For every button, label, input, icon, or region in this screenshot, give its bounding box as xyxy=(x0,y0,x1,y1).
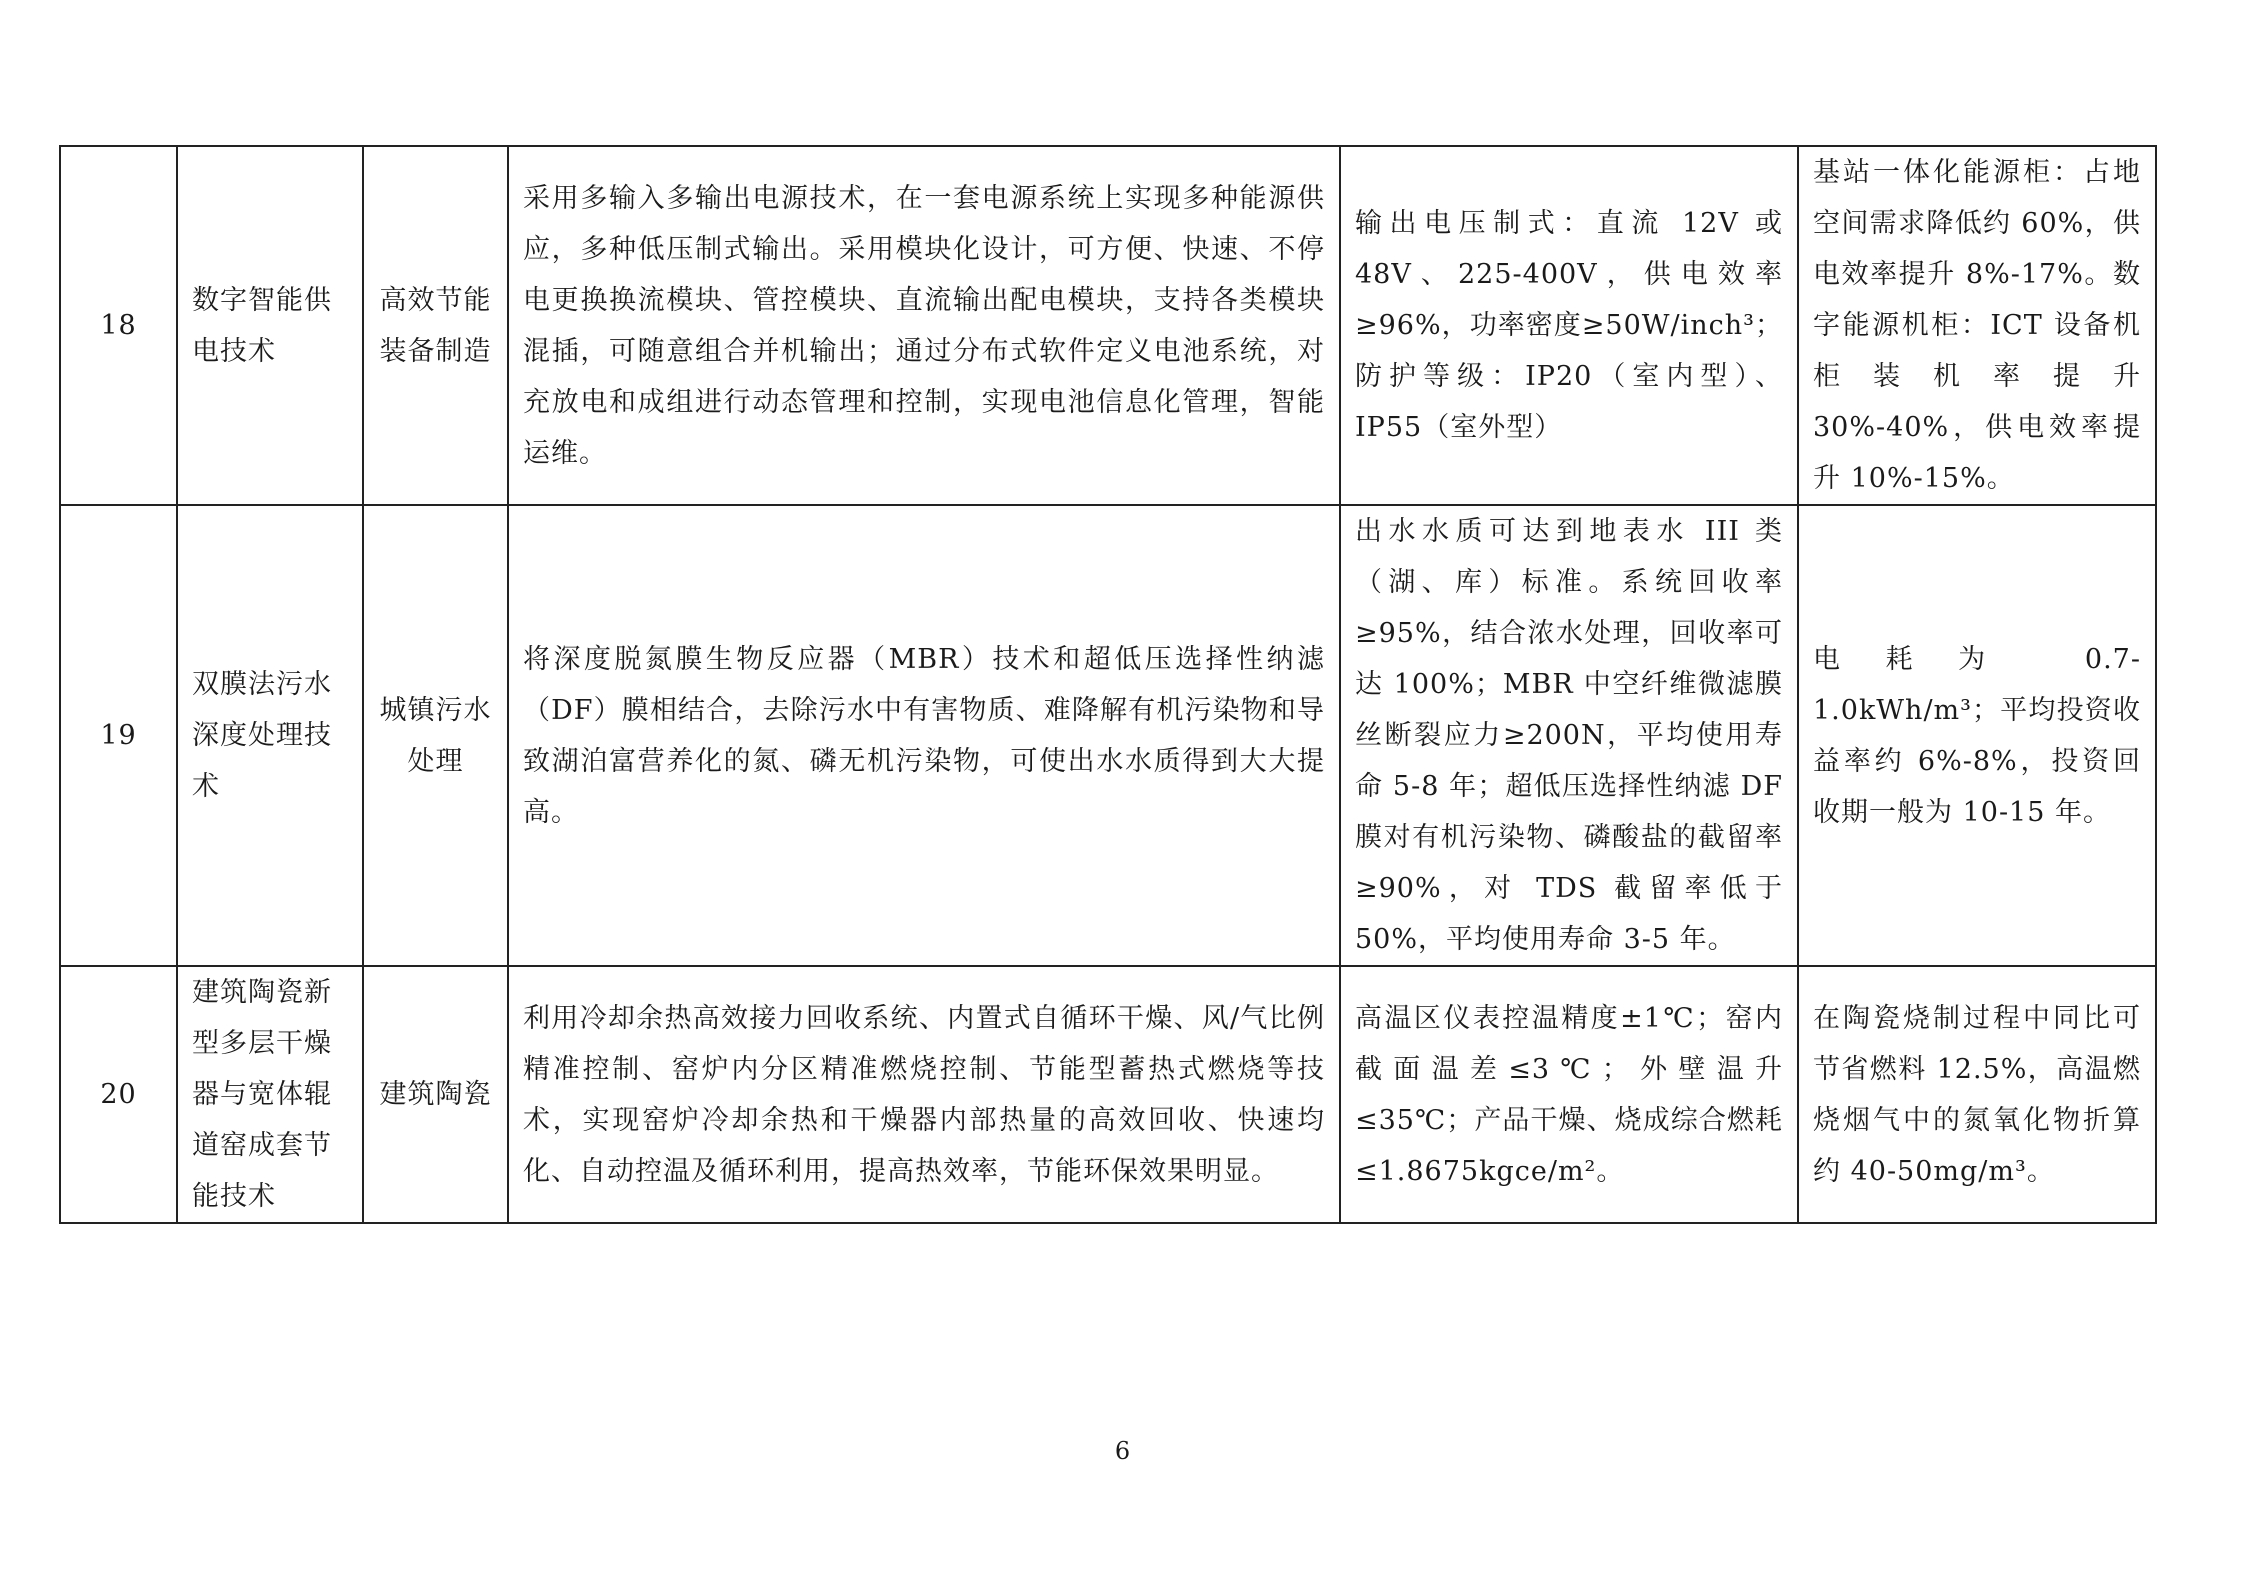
table-row xyxy=(60,966,2156,1223)
technology-content: 将深度脱氮膜生物反应器（MBR）技术和超低压选择性纳滤（DF）膜相结合，去除污水中有害物质、难降解有机污染物和导致湖泊富营养化的氮、磷无机污染物，可使出水水质得到大大提高。 xyxy=(508,505,1340,966)
application-field: 建筑陶瓷 xyxy=(363,966,508,1223)
row-number: 18 xyxy=(60,146,177,505)
technical-indicators: 输出电压制式：直流 12V 或 48V、225-400V，供电效率≥96%，功率密度≥50W/inch³；防护等级：IP20（室内型）、IP55（室外型） xyxy=(1340,146,1798,505)
application-field: 高效节能装备制造 xyxy=(363,146,508,505)
table-row xyxy=(60,146,2156,505)
technical-indicators: 高温区仪表控温精度±1℃；窑内截面温差≤3℃；外壁温升≤35℃；产品干燥、烧成综合燃耗≤1.8675kgce/m²。 xyxy=(1340,966,1798,1223)
technology-name: 建筑陶瓷新型多层干燥器与宽体辊道窑成套节能技术 xyxy=(177,966,363,1223)
benefit-description: 基站一体化能源柜：占地空间需求降低约 60%，供电效率提升 8%-17%。数字能源机柜：ICT 设备机柜装机率提升 30%-40%，供电效率提升 10%-15%。 xyxy=(1798,146,2156,505)
technology-content: 采用多输入多输出电源技术，在一套电源系统上实现多种能源供应，多种低压制式输出。采用模块化设计，可方便、快速、不停电更换换流模块、管控模块、直流输出配电模块，支持各类模块混插，可随意组合并机输出；通过分布式软件定义电池系统，对充放电和成组进行动态管理和控制，实现电池信息化管理，智能运维。 xyxy=(508,146,1340,505)
technology-content: 利用冷却余热高效接力回收系统、内置式自循环干燥、风/气比例精准控制、窑炉内分区精准燃烧控制、节能型蓄热式燃烧等技术，实现窑炉冷却余热和干燥器内部热量的高效回收、快速均化、自动控温及循环利用，提高热效率，节能环保效果明显。 xyxy=(508,966,1340,1223)
technology-name: 双膜法污水深度处理技术 xyxy=(177,505,363,966)
page-number: 6 xyxy=(1114,1437,1131,1465)
application-field: 城镇污水处理 xyxy=(363,505,508,966)
benefit-description: 电耗为 0.7-1.0kWh/m³；平均投资收益率约 6%-8%，投资回收期一般为 10-15 年。 xyxy=(1798,505,2156,966)
technical-indicators: 出水水质可达到地表水 III 类（湖、库）标准。系统回收率≥95%，结合浓水处理，回收率可达 100%；MBR 中空纤维微滤膜丝断裂应力≥200N，平均使用寿命 5-8 年；超低压选择性纳滤 DF 膜对有机污染物、磷酸盐的截留率≥90%，对 TDS 截留率低于 50%，平均使用寿命 3-5 年。 xyxy=(1340,505,1798,966)
technology-name: 数字智能供电技术 xyxy=(177,146,363,505)
row-number: 19 xyxy=(60,505,177,966)
benefit-description: 在陶瓷烧制过程中同比可节省燃料 12.5%，高温燃烧烟气中的氮氧化物折算约 40-50mg/m³。 xyxy=(1798,966,2156,1223)
row-number: 20 xyxy=(60,966,177,1223)
technology-table xyxy=(59,145,2157,1224)
table-row xyxy=(60,505,2156,966)
